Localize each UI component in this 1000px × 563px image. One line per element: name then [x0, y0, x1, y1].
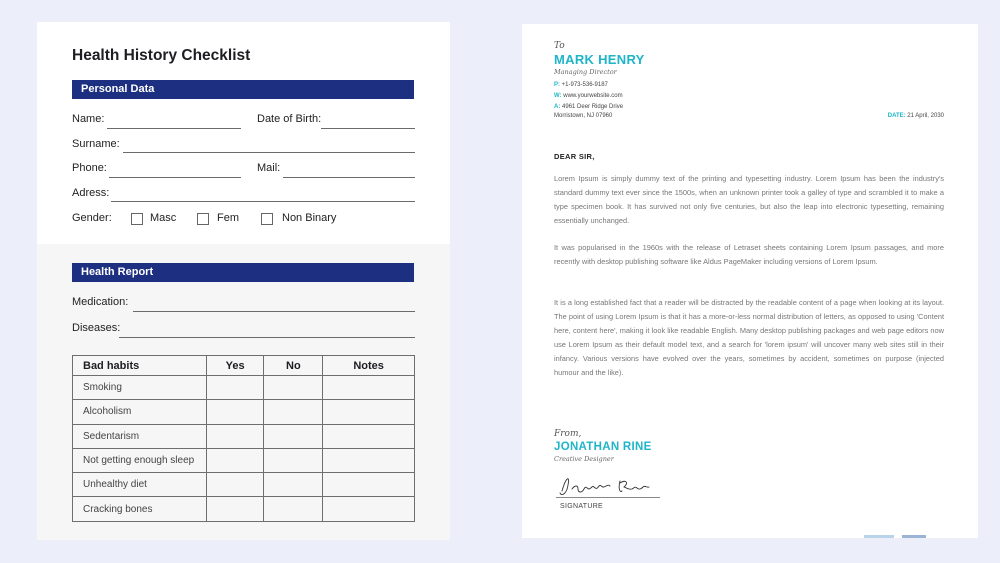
- phone-field[interactable]: [109, 177, 241, 178]
- phone-value: +1-973-536-9187: [561, 82, 608, 88]
- col-header-no: No: [264, 356, 323, 376]
- medication-label: Medication:: [72, 296, 129, 308]
- gender-nonbinary-checkbox[interactable]: [261, 213, 273, 225]
- gender-fem-checkbox[interactable]: [197, 213, 209, 225]
- no-cell[interactable]: [264, 448, 323, 472]
- form-title: Health History Checklist: [72, 47, 251, 64]
- table-row: [73, 448, 415, 472]
- dob-field[interactable]: [321, 128, 415, 129]
- paragraph-3: It is a long established fact that a reader will be distracted by the readable content of a page when looking at its layout. The point of using Lorem Ipsum is that it has a more-or-less normal distribution of letters, as opposed to using 'Content here, content here', making it look like readable English. Many desktop publishing packages and web page editors now use Lorem Ipsum as their default model text, and a search for 'lorem ipsum' will uncover many web sites still in their infancy. Various versions have evolved over the years, sometimes by accident, sometimes on purpose (injected humour and the like).: [554, 298, 944, 377]
- page-tab-1: [864, 535, 894, 538]
- address-line-2: Morristown, NJ 07960: [554, 113, 613, 119]
- mail-label: Mail:: [257, 162, 281, 174]
- contact-address: [554, 104, 623, 110]
- habit-cell: Alcoholism: [73, 400, 207, 424]
- yes-cell[interactable]: [206, 400, 264, 424]
- surname-label: Surname:: [72, 138, 120, 150]
- yes-cell[interactable]: [206, 497, 264, 521]
- surname-field[interactable]: [123, 152, 415, 153]
- mail-field[interactable]: [283, 177, 415, 178]
- notes-cell[interactable]: [323, 424, 415, 448]
- col-header-yes: Yes: [206, 356, 264, 376]
- recipient-role: Managing Director: [554, 68, 617, 76]
- habit-cell: Unhealthy diet: [73, 473, 207, 497]
- notes-cell[interactable]: [323, 497, 415, 521]
- contact-address-2: [554, 113, 612, 119]
- phone-key: P:: [554, 82, 560, 88]
- notes-cell[interactable]: [323, 473, 415, 497]
- no-cell[interactable]: [264, 376, 323, 400]
- yes-cell[interactable]: [206, 424, 264, 448]
- health-checklist-form: [37, 22, 450, 540]
- health-report-header: Health Report: [72, 263, 414, 282]
- web-key: W:: [554, 93, 562, 99]
- contact-phone: [554, 82, 608, 88]
- table-row: [73, 376, 415, 400]
- date-key: DATE:: [887, 113, 906, 119]
- habit-cell: Sedentarism: [73, 424, 207, 448]
- habit-cell: Cracking bones: [73, 497, 207, 521]
- no-cell[interactable]: [264, 400, 323, 424]
- table-row: [73, 497, 415, 521]
- date-value: 21 April, 2030: [907, 113, 944, 119]
- address-line-1: 4961 Deer Ridge Drive: [562, 104, 624, 110]
- medication-field[interactable]: [133, 311, 415, 312]
- no-cell[interactable]: [264, 424, 323, 448]
- web-value: www.yourwebsite.com: [563, 93, 623, 99]
- address-key: A:: [554, 104, 561, 110]
- paragraph-1: Lorem Ipsum is simply dummy text of the printing and typesetting industry. Lorem Ipsum has been the industry's standard dummy text ever since the 1500s, when an unknown printer took a galley of type and scrambled it to make a type specimen book. It has survived not only five centuries, but also the leap into electronic typesetting, remaining essentially unchanged.: [554, 174, 944, 225]
- col-header-notes: Notes: [323, 356, 415, 376]
- diseases-label: Diseases:: [72, 322, 121, 334]
- cover-letter: [522, 24, 978, 538]
- yes-cell[interactable]: [206, 376, 264, 400]
- table-header-row: [73, 356, 415, 376]
- gender-label: Gender:: [72, 212, 112, 224]
- dob-label: Date of Birth:: [257, 113, 322, 125]
- notes-cell[interactable]: [323, 400, 415, 424]
- address-field[interactable]: [111, 201, 415, 202]
- habit-cell: Smoking: [73, 376, 207, 400]
- notes-cell[interactable]: [323, 448, 415, 472]
- gender-masc-checkbox[interactable]: [131, 213, 143, 225]
- habit-cell: Not getting enough sleep: [73, 448, 207, 472]
- name-field[interactable]: [107, 128, 241, 129]
- gender-fem-label: Fem: [217, 212, 239, 224]
- table-row: [73, 473, 415, 497]
- sender-role: Creative Designer: [554, 455, 614, 463]
- yes-cell[interactable]: [206, 473, 264, 497]
- paragraph-2: It was popularised in the 1960s with the release of Letraset sheets containing Lorem Ipsum passages, and more recently with desktop publishing software like Aldus PageMaker including versions of Lorem Ipsum.: [554, 243, 944, 266]
- greeting: DEAR SIR,: [554, 152, 595, 161]
- gender-masc-label: Masc: [150, 212, 177, 224]
- yes-cell[interactable]: [206, 448, 264, 472]
- diseases-field[interactable]: [119, 337, 415, 338]
- from-label: From,: [554, 429, 582, 439]
- letter-date: [888, 113, 944, 119]
- table-row: [73, 400, 415, 424]
- page-tab-2: [902, 535, 926, 538]
- no-cell[interactable]: [264, 497, 323, 521]
- personal-data-header: Personal Data: [72, 80, 414, 99]
- contact-web: [554, 93, 623, 99]
- phone-label: Phone:: [72, 162, 107, 174]
- table-row: [73, 424, 415, 448]
- gender-nonbinary-label: Non Binary: [282, 212, 337, 224]
- recipient-name: MARK HENRY: [554, 52, 645, 67]
- name-label: Name:: [72, 113, 105, 125]
- signature-label: SIGNATURE: [560, 503, 604, 510]
- col-header-bad-habits: Bad habits: [73, 356, 207, 376]
- notes-cell[interactable]: [323, 376, 415, 400]
- no-cell[interactable]: [264, 473, 323, 497]
- address-label: Adress:: [72, 187, 110, 199]
- sender-name: JONATHAN RINE: [554, 441, 652, 453]
- bad-habits-table: [72, 355, 415, 522]
- to-label: To: [554, 41, 565, 51]
- signature-line: [556, 497, 660, 498]
